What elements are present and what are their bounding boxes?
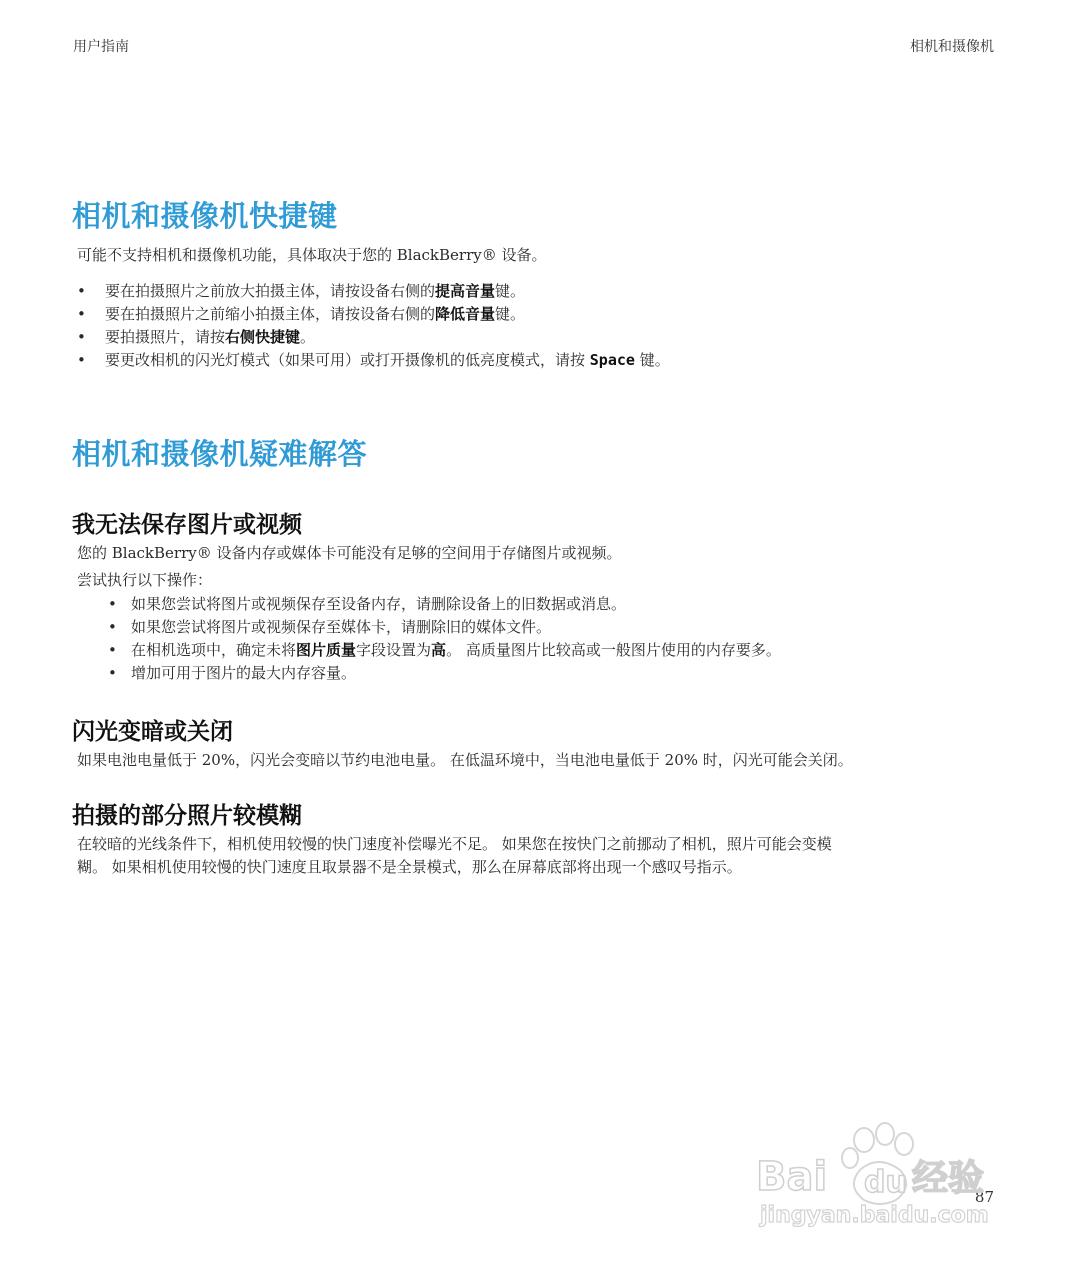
shortcuts-list <box>77 280 670 372</box>
bullet-icon: • <box>77 351 86 369</box>
list-item: • 如果您尝试将图片或视频保存至媒体卡，请删除旧的媒体文件。 <box>108 616 781 639</box>
bullet-icon: • <box>108 595 117 613</box>
running-header-left: 用户指南 <box>73 39 129 55</box>
cannot-save-para: 您的 BlackBerry® 设备内存或媒体卡可能没有足够的空间用于存储图片或视频。 <box>77 544 622 562</box>
topic-title-flash: 闪光变暗或关闭 <box>72 719 233 745</box>
section-title-troubleshooting: 相机和摄像机疑难解答 <box>72 437 368 471</box>
list-item: • 如果您尝试将图片或视频保存至设备内存，请删除设备上的旧数据或消息。 <box>108 593 781 616</box>
list-item: • 要拍摄照片，请按右侧快捷键。 <box>77 326 670 349</box>
blurry-para-line2: 糊。 如果相机使用较慢的快门速度且取景器不是全景模式，那么在屏幕底部将出现一个感叹号指示。 <box>77 858 742 876</box>
cannot-save-try: 尝试执行以下操作： <box>77 571 213 589</box>
key-name: 降低音量 <box>435 305 496 323</box>
svg-text:经验: 经验 <box>912 1158 985 1199</box>
list-item: • 在相机选项中，确定未将图片质量字段设置为高。 高质量图片比较高或一般图片使用的内存要多。 <box>108 639 781 662</box>
list-item: • 要在拍摄照片之前缩小拍摄主体，请按设备右侧的降低音量键。 <box>77 303 670 326</box>
watermark-url: jingyan.baidu.com <box>760 1203 989 1228</box>
flash-para: 如果电池电量低于 20%，闪光会变暗以节约电池电量。 在低温环境中，当电池电量低于 20% 时，闪光可能会关闭。 <box>77 751 853 769</box>
section-title-shortcuts: 相机和摄像机快捷键 <box>72 199 338 233</box>
list-item: • 要在拍摄照片之前放大拍摄主体，请按设备右侧的提高音量键。 <box>77 280 670 303</box>
field-name: 图片质量 <box>296 641 357 659</box>
shortcuts-intro: 可能不支持相机和摄像机功能，具体取决于您的 BlackBerry® 设备。 <box>77 246 547 264</box>
bullet-icon: • <box>108 618 117 636</box>
key-name: 提高音量 <box>435 282 496 300</box>
topic-title-cannot-save: 我无法保存图片或视频 <box>72 512 302 538</box>
blurry-para-line1: 在较暗的光线条件下，相机使用较慢的快门速度补偿曝光不足。 如果您在按快门之前挪动了相机，照片可能会变模 <box>77 835 832 853</box>
bullet-icon: • <box>108 664 117 682</box>
list-item: • 增加可用于图片的最大内存容量。 <box>108 662 781 685</box>
svg-text:Bai: Bai <box>756 1154 828 1200</box>
bullet-icon: • <box>108 641 117 659</box>
bullet-icon: • <box>77 282 86 300</box>
key-name: Space <box>589 351 635 369</box>
svg-text:du: du <box>864 1165 907 1200</box>
bullet-icon: • <box>77 328 86 346</box>
baidu-jingyan-watermark <box>752 1118 1012 1230</box>
field-value: 高 <box>431 641 447 659</box>
key-name: 右侧快捷键 <box>225 328 301 346</box>
topic-title-blurry: 拍摄的部分照片较模糊 <box>72 803 302 829</box>
page-number: 87 <box>974 1188 994 1206</box>
bullet-icon: • <box>77 305 86 323</box>
cannot-save-list <box>108 593 781 685</box>
list-item: • 要更改相机的闪光灯模式（如果可用）或打开摄像机的低亮度模式，请按 Space 键。 <box>77 349 670 372</box>
running-header-right: 相机和摄像机 <box>910 39 994 55</box>
